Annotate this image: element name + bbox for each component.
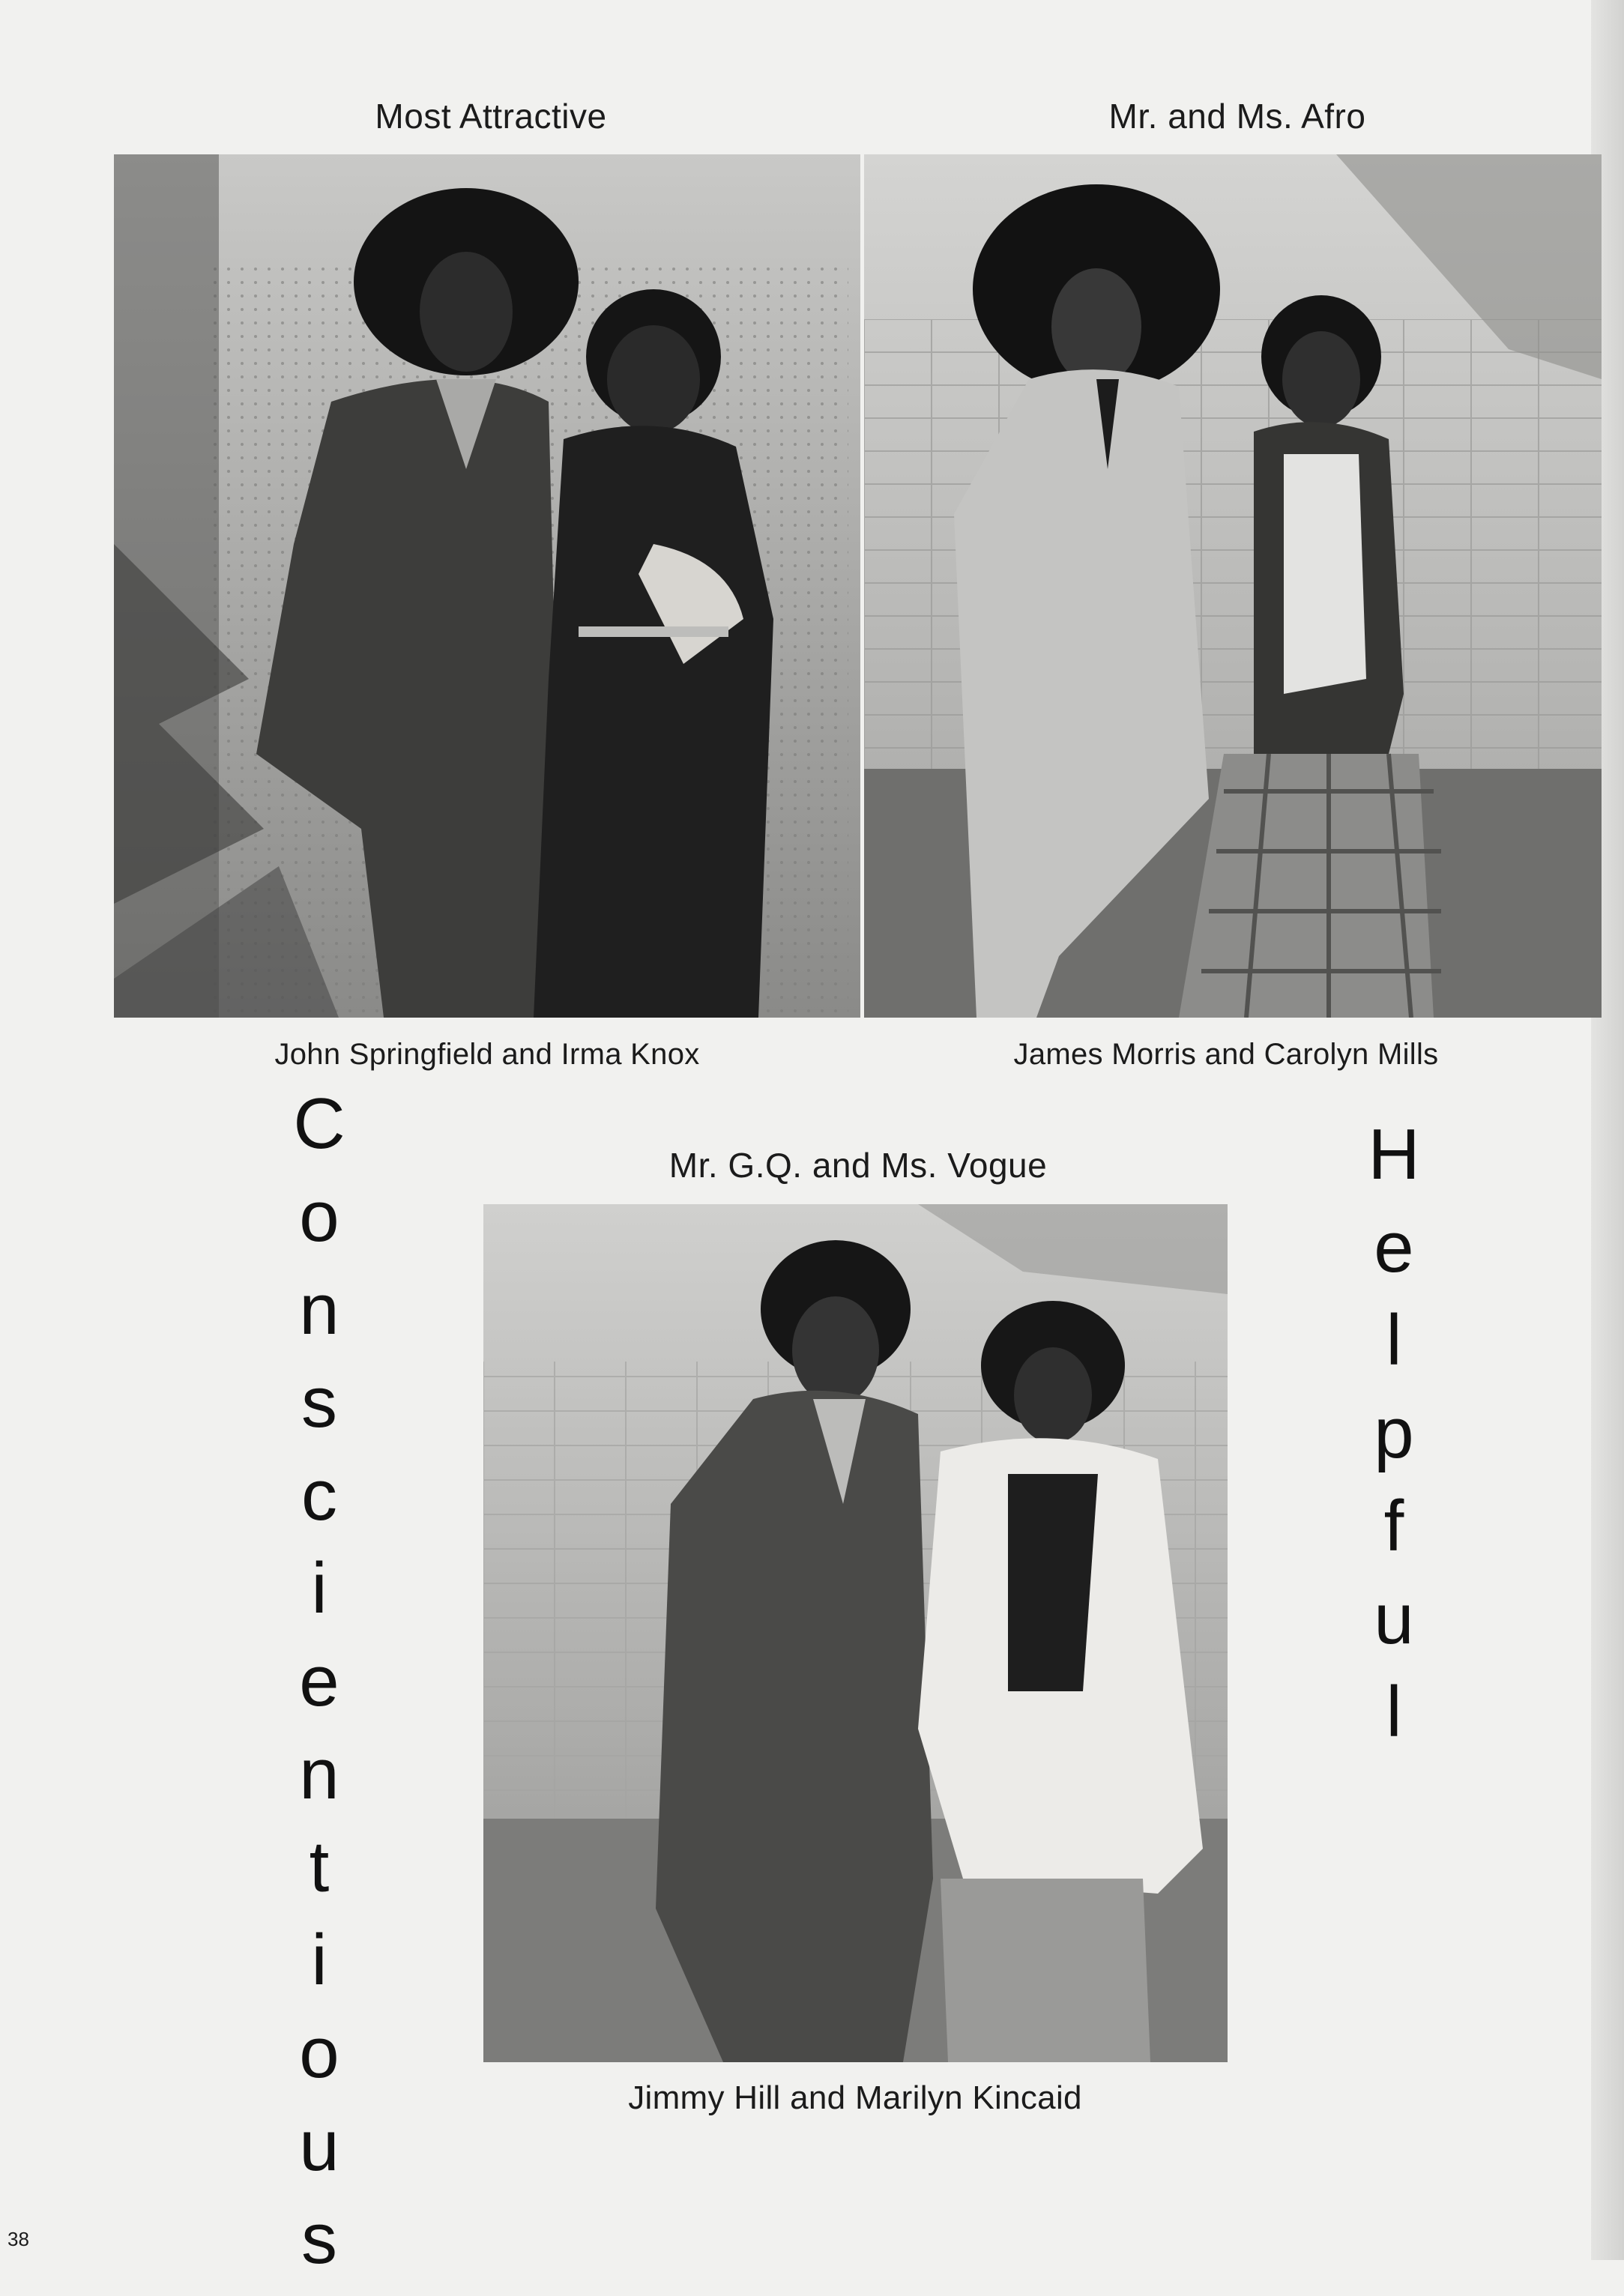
photo-mr-ms-afro: [864, 154, 1602, 1018]
letter: p: [1374, 1393, 1414, 1473]
letter: s: [301, 1362, 337, 1442]
letter: e: [1374, 1207, 1414, 1287]
letter: t: [309, 1827, 330, 1907]
photo-caption-mr-gq-ms-vogue: Jimmy Hill and Marilyn Kincaid: [628, 2079, 1082, 2116]
photo-caption-most-attractive: John Springfield and Irma Knox: [274, 1038, 700, 1071]
letter: s: [301, 2199, 337, 2279]
letter: u: [1374, 1579, 1414, 1659]
letter: f: [1383, 1486, 1404, 1566]
photo-title-mr-ms-afro: Mr. and Ms. Afro: [1108, 97, 1366, 136]
letter: H: [1368, 1114, 1420, 1194]
letter: o: [299, 2013, 339, 2093]
page-number: 38: [7, 2228, 29, 2250]
letter: n: [299, 1734, 339, 1814]
letter: e: [299, 1641, 339, 1721]
photo-most-attractive: [114, 154, 860, 1018]
photo-title-mr-gq-ms-vogue: Mr. G.Q. and Ms. Vogue: [668, 1146, 1048, 1185]
letter: o: [299, 1176, 339, 1257]
letter: l: [1386, 1300, 1402, 1380]
letter: l: [1386, 1672, 1402, 1752]
letter: n: [299, 1269, 339, 1350]
letter: i: [311, 1548, 327, 1628]
letter: C: [293, 1084, 345, 1164]
vertical-word-conscientious: [289, 1084, 349, 2296]
letter: u: [299, 2106, 339, 2186]
letter: c: [301, 1455, 337, 1535]
letter: i: [311, 1920, 327, 2000]
photo-mr-gq-ms-vogue: [483, 1204, 1228, 2062]
photo-title-most-attractive: Most Attractive: [375, 97, 607, 136]
vertical-word-helpful: [1364, 1114, 1424, 1769]
photo-caption-mr-ms-afro: James Morris and Carolyn Mills: [1013, 1038, 1439, 1071]
